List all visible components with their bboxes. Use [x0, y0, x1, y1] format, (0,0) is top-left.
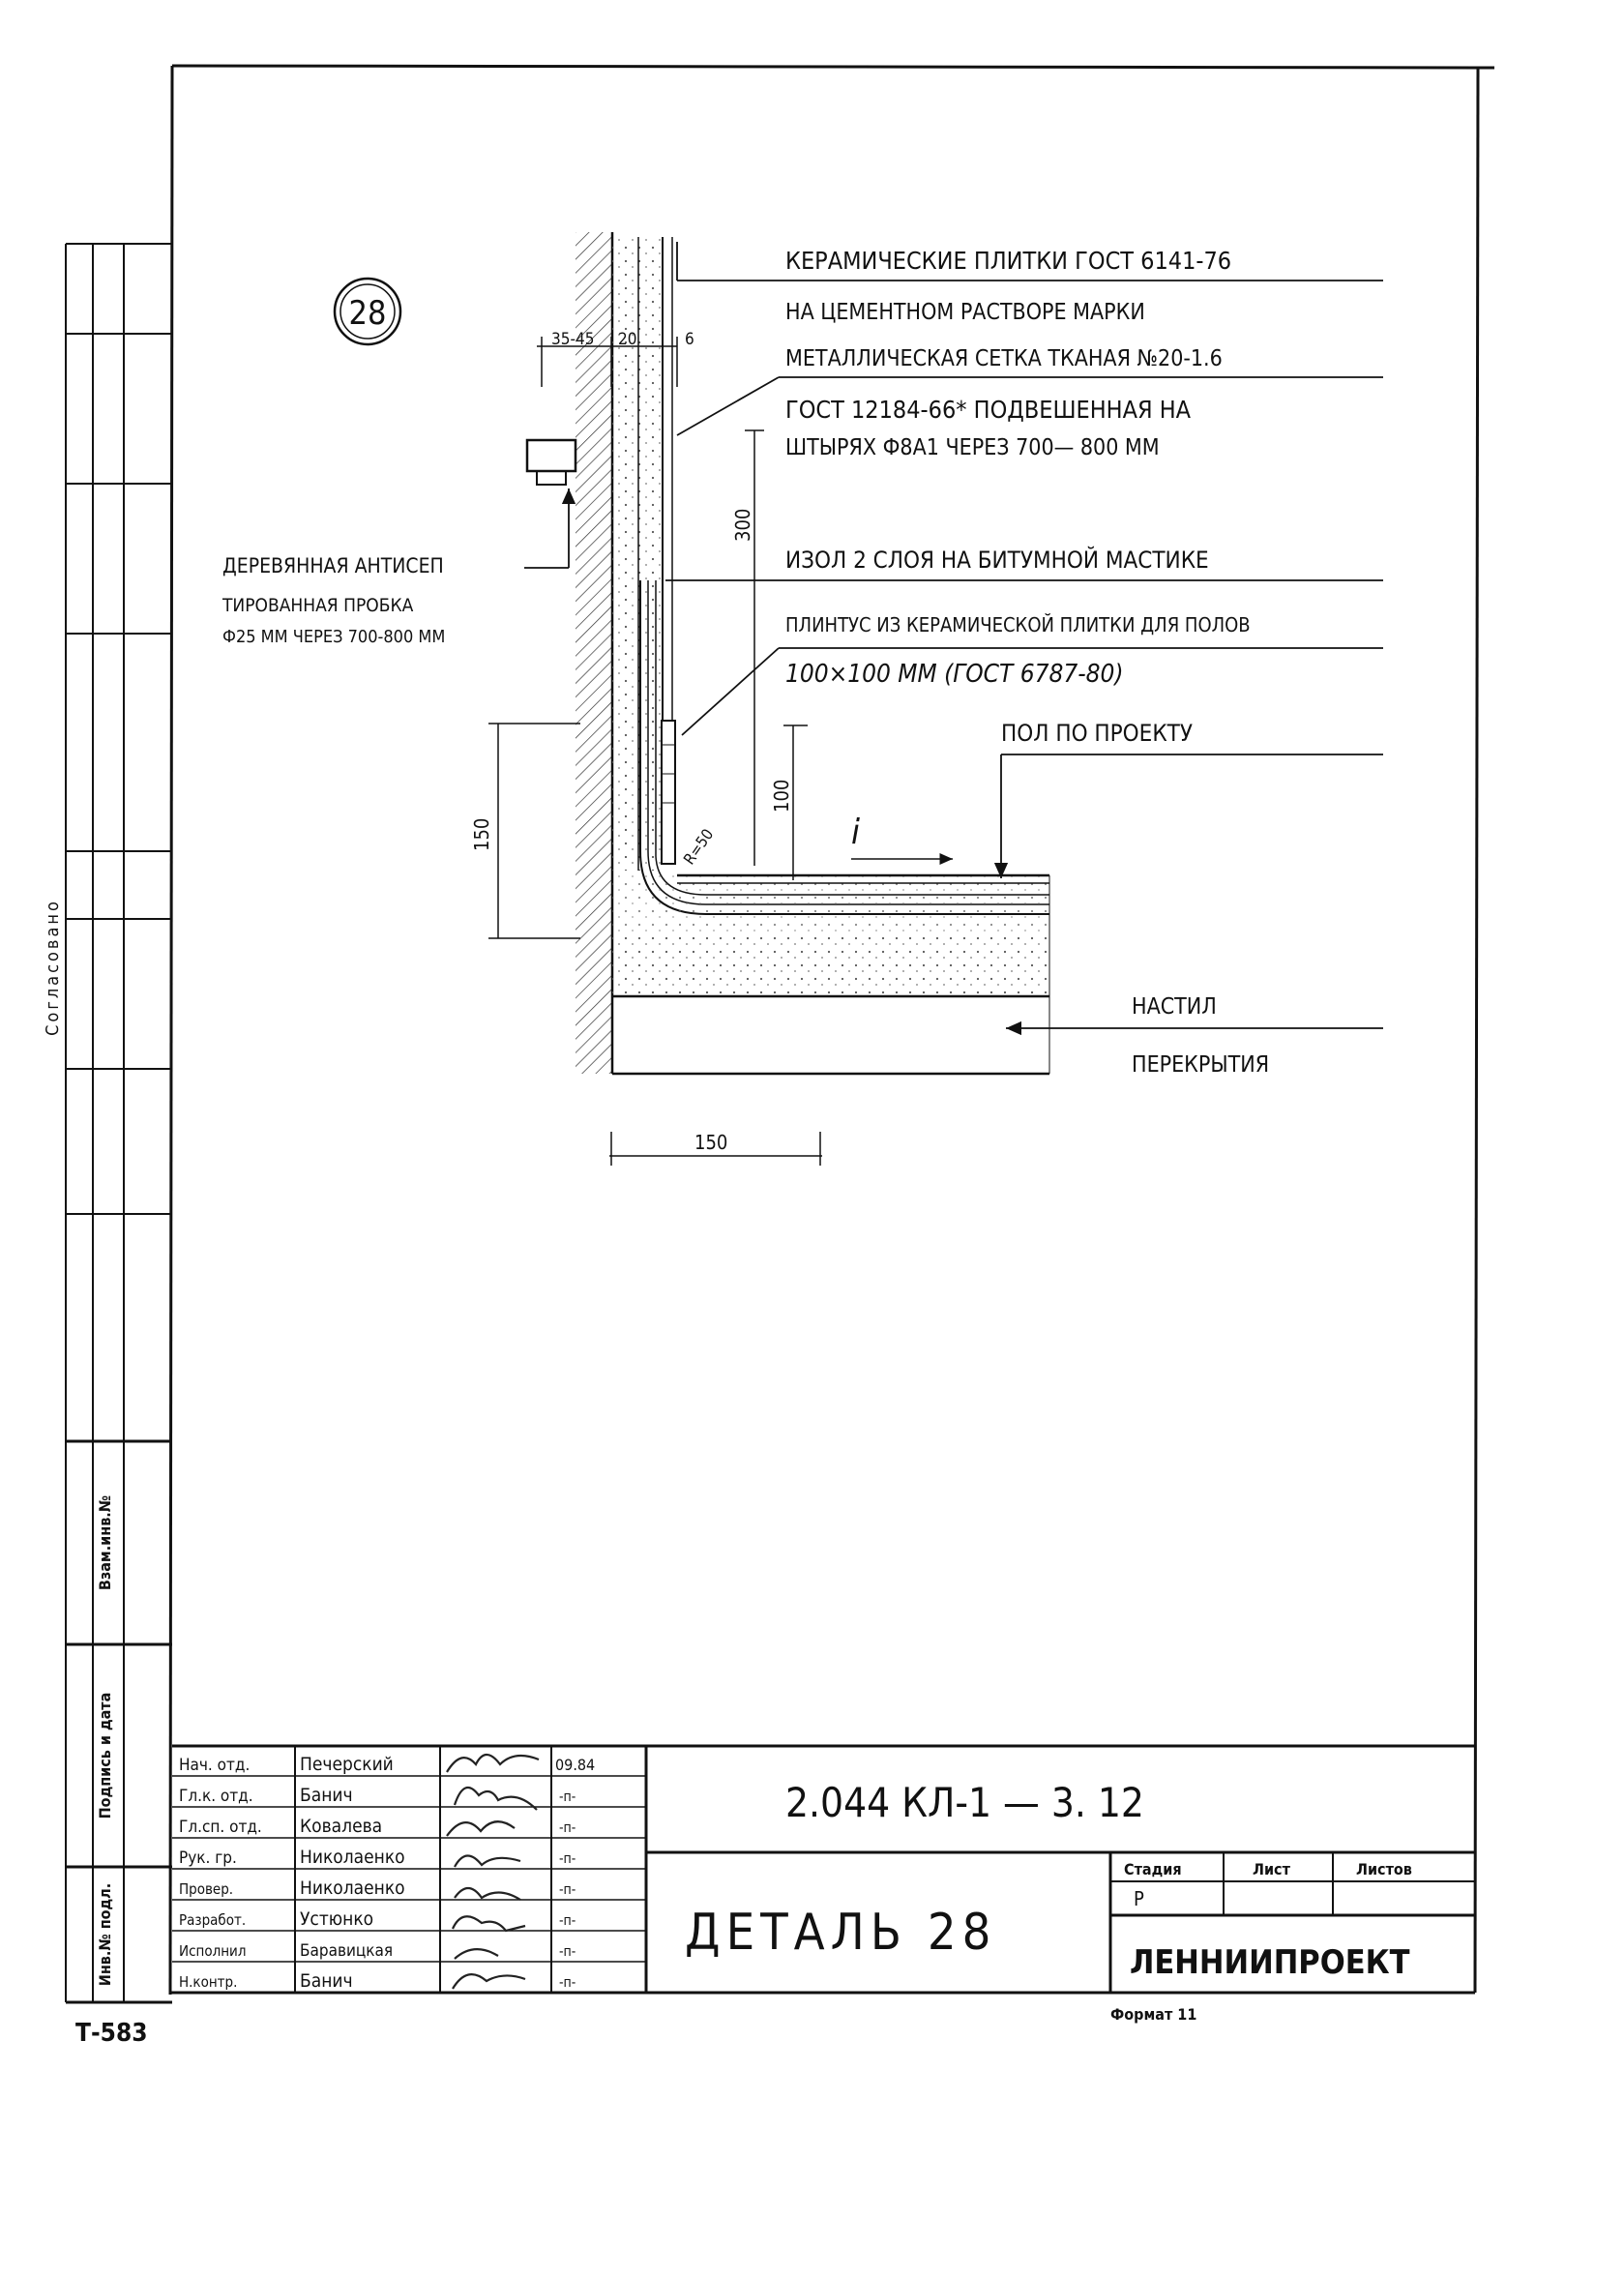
sign-date: -п-: [559, 1944, 576, 1960]
sign-role: Гл.к. отд.: [179, 1787, 253, 1806]
dim-radius: R=50: [679, 825, 718, 869]
detail-number: 28: [348, 294, 387, 333]
signature-scribbles: [447, 1755, 539, 1989]
sign-role: Гл.сп. отд.: [179, 1818, 262, 1837]
drawing-title: ДЕТАЛЬ 28: [685, 1904, 997, 1962]
dim-100: 100: [770, 779, 793, 813]
dim-6: 6: [685, 330, 694, 349]
sign-name: Печерский: [300, 1754, 394, 1775]
sign-role: Разработ.: [179, 1911, 247, 1929]
callout-plug-1: ДЕРЕВЯННАЯ АНТИСЕП: [222, 554, 444, 577]
callout-insulation: ИЗОЛ 2 СЛОЯ НА БИТУМНОЙ МАСТИКЕ: [785, 547, 1209, 574]
dim-300: 300: [731, 508, 754, 542]
sign-name: Николаенко: [300, 1878, 405, 1899]
sign-role: Исполнил: [179, 1942, 247, 1960]
sign-date: -п-: [559, 1851, 576, 1867]
stamp-sign-date: Подпись и дата: [96, 1692, 114, 1819]
sign-date: -п-: [559, 1789, 576, 1805]
dim-35-45: 35-45: [551, 330, 595, 349]
sign-name: Банич: [300, 1785, 353, 1806]
document-code: 2.044 КЛ-1 — 3. 12: [785, 1779, 1144, 1826]
sign-name: Устюнко: [300, 1908, 374, 1930]
callout-mesh-1: МЕТАЛЛИЧЕСКАЯ СЕТКА ТКАНАЯ №20-1.6: [785, 346, 1223, 371]
sign-date: -п-: [559, 1975, 576, 1991]
detail-number-badge: [335, 279, 400, 344]
callout-plinth-1: ПЛИНТУС ИЗ КЕРАМИЧЕСКОЙ ПЛИТКИ ДЛЯ ПОЛОВ: [785, 613, 1251, 636]
stage-value: Р: [1134, 1887, 1144, 1910]
slope-label: i: [851, 813, 860, 852]
callout-plug-3: Ф25 ММ ЧЕРЕЗ 700-800 ММ: [222, 627, 446, 647]
callout-tiles-2: НА ЦЕМЕНТНОМ РАСТВОРЕ МАРКИ: [785, 300, 1145, 325]
dimensions: [488, 337, 953, 1166]
callout-slab-2: ПЕРЕКРЫТИЯ: [1132, 1052, 1270, 1078]
stamp-agreed: Согласовано: [43, 899, 63, 1036]
stamp-inv-orig: Инв.№ подл.: [96, 1882, 114, 1987]
callout-floor: ПОЛ ПО ПРОЕКТУ: [1001, 720, 1193, 747]
sign-date: -п-: [559, 1882, 576, 1898]
col-sheets: Листов: [1356, 1860, 1412, 1878]
format-label: Формат 11: [1110, 2005, 1197, 2024]
dim-20: 20: [618, 330, 637, 349]
col-stage: Стадия: [1124, 1860, 1182, 1878]
sign-role: Н.контр.: [179, 1973, 238, 1991]
organization-name: ЛЕННИИПРОЕКТ: [1130, 1943, 1410, 1982]
col-sheet: Лист: [1253, 1860, 1290, 1878]
callout-mesh-3: ШТЫРЯХ Ф8А1 ЧЕРЕЗ 700— 800 ММ: [785, 435, 1160, 460]
sign-role: Рук. гр.: [179, 1848, 237, 1868]
callout-mesh-2: ГОСТ 12184-66* ПОДВЕШЕННАЯ НА: [785, 396, 1192, 424]
sign-name: Банич: [300, 1970, 353, 1992]
signature-rows: [179, 1754, 595, 1992]
sign-date: -п-: [559, 1820, 576, 1836]
sign-role: Нач. отд.: [179, 1756, 251, 1775]
sign-name: Николаенко: [300, 1847, 405, 1868]
sign-role: Провер.: [179, 1880, 234, 1898]
dim-150-vertical: 150: [470, 817, 493, 851]
corner-code: Т-583: [75, 2019, 148, 2048]
dim-150-horizontal: 150: [694, 1131, 728, 1154]
sign-name: Баравицкая: [300, 1941, 394, 1961]
stamp-inv-replace: Взам.инв.№: [96, 1494, 114, 1591]
callout-tiles-1: КЕРАМИЧЕСКИЕ ПЛИТКИ ГОСТ 6141-76: [785, 247, 1232, 275]
sign-name: Ковалева: [300, 1816, 383, 1837]
callout-plug-2: ТИРОВАННАЯ ПРОБКА: [222, 595, 414, 616]
sign-date: -п-: [559, 1913, 576, 1929]
callout-slab-1: НАСТИЛ: [1132, 994, 1217, 1020]
sign-date: 09.84: [555, 1756, 596, 1774]
callout-plinth-2: 100×100 ММ (ГОСТ 6787-80): [785, 660, 1124, 689]
left-stamp-strip: [66, 244, 172, 2002]
